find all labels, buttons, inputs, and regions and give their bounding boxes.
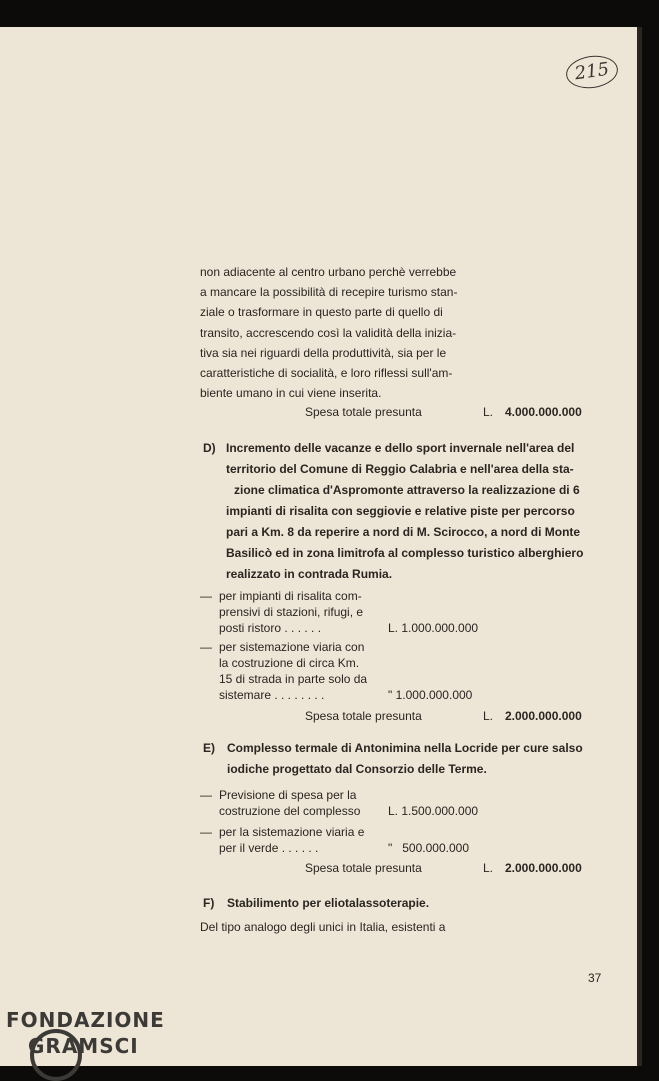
heading-line: impianti di risalita con seggiovie e relative piste per percorso [226,504,575,518]
section-letter: E) [203,741,215,755]
text-line: transito, accrescendo così la validità della inizia- [200,325,457,340]
total-amount: 2.000.000.000 [505,861,582,875]
heading-line: Stabilimento per eliotalassoterapie. [227,896,430,910]
item-line: per sistemazione viaria con [219,640,365,654]
page-number: 37 [588,971,602,985]
total-amount: 2.000.000.000 [505,709,582,723]
heading-line: zione climatica d'Aspromonte attraverso la realizzazione di 6 [234,483,580,497]
item-value: L. 1.500.000.000 [388,804,479,818]
item-line: costruzione del complesso [219,804,361,818]
text-line: non adiacente al centro urbano perchè verrebbe [200,265,457,279]
section-letter: F) [203,896,215,910]
text-line: tiva sia nei riguardi della produttività, sia per le [200,345,447,360]
heading-line: pari a Km. 8 da reperire a nord di M. Scirocco, a nord di Monte [226,525,581,539]
page-edge [637,27,642,1066]
item-line: posti ristoro . . . . . . [219,621,322,635]
item-line: per impianti di risalita com- [219,589,362,603]
item-value: " 500.000.000 [388,841,469,855]
dash: — [200,825,212,839]
item-value: L. 1.000.000.000 [388,621,479,635]
section-f-text: Del tipo analogo degli unici in Italia, esistenti a [200,920,446,934]
heading-line: Basilicò ed in zona limitrofa al complesso turistico alberghiero [226,546,584,560]
item-line: sistemare . . . . . . . . [219,688,325,702]
item-line: Previsione di spesa per la [219,788,357,802]
text-line: biente umano in cui viene inserita. [200,386,382,401]
dash: — [200,640,212,654]
currency: L. [483,405,494,419]
item-line: 15 di strada in parte solo da [219,672,368,686]
total-amount: 4.000.000.000 [505,405,582,419]
item-line: prensivi di stazioni, rifugi, e [219,605,364,619]
text-line: caratteristiche di socialità, e loro riflessi sull'am- [200,366,453,381]
heading-line: territorio del Comune di Reggio Calabria e nell'area della sta- [226,462,574,476]
text-line: a mancare la possibilità di recepire turismo stan- [200,285,458,300]
total-label: Spesa totale presunta [305,709,422,723]
text-line: ziale o trasformare in questo parte di quello di [200,305,443,320]
total-label: Spesa totale presunta [305,405,422,419]
currency: L. [483,861,494,875]
heading-line: iodiche progettato dal Consorzio delle Terme. [227,762,487,776]
item-line: per la sistemazione viaria e [219,825,365,839]
watermark-text: GRAMSCI [28,1034,139,1058]
handwritten-page-annotation: 215 [564,53,620,92]
heading-line: Incremento delle vacanze e dello sport invernale nell'area del [226,441,575,455]
item-line: per il verde . . . . . . [219,841,319,855]
dash: — [200,589,212,603]
item-value: " 1.000.000.000 [388,688,473,702]
intro-paragraph [200,262,457,403]
section-letter: D) [203,441,216,455]
total-label: Spesa totale presunta [305,861,422,875]
dash: — [200,788,212,802]
item-line: la costruzione di circa Km. [219,656,360,670]
heading-line: realizzato in contrada Rumia. [226,567,393,581]
currency: L. [483,709,494,723]
heading-line: Complesso termale di Antonimina nella Locride per cure salso [227,741,583,755]
watermark-text: FONDAZIONE [6,1008,165,1032]
